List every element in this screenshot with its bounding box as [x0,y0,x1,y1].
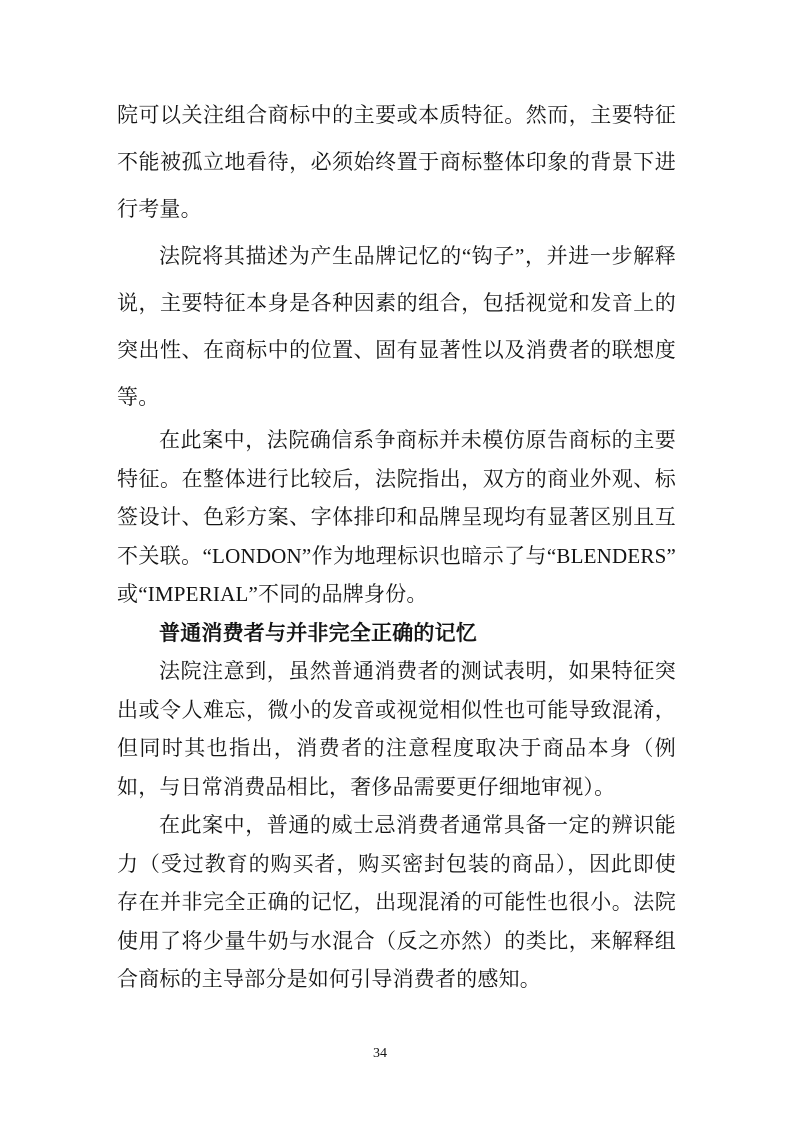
body-paragraph: 院可以关注组合商标中的主要或本质特征。然而，主要特征不能被孤立地看待，必须始终置于商标整体印象的背景下进行考量。 [117,103,676,221]
body-paragraph: 法院注意到，虽然普通消费者的测试表明，如果特征突出或令人难忘，微小的发音或视觉相似性也可能导致混淆，但同时其也指出，消费者的注意程度取决于商品本身（例如，与日常消费品相比，奢侈品需要更仔细地审视）。 [117,659,676,799]
body-paragraph: 在此案中，法院确信系争商标并未模仿原告商标的主要特征。在整体进行比较后，法院指出，双方的商业外观、标签设计、色彩方案、字体排印和品牌呈现均有显著区别且互不关联。“LONDON”作为地理标识也暗示了与“BLENDERS”或“IMPERIAL”不同的品牌身份。 [117,428,676,606]
page-number: 34 [373,1046,387,1061]
text-column [117,92,676,999]
body-paragraph: 法院将其描述为产生品牌记忆的“钩子”，并进一步解释说，主要特征本身是各种因素的组合，包括视觉和发音上的突出性、在商标中的位置、固有显著性以及消费者的联想度等。 [117,244,676,409]
section-heading: 普通消费者与并非完全正确的记忆 [159,620,477,645]
body-paragraph: 在此案中，普通的威士忌消费者通常具备一定的辨识能力（受过教育的购买者，购买密封包装的商品），因此即使存在并非完全正确的记忆，出现混淆的可能性也很小。法院使用了将少量牛奶与水混合（反之亦然）的类比，来解释组合商标的主导部分是如何引导消费者的感知。 [117,813,676,991]
